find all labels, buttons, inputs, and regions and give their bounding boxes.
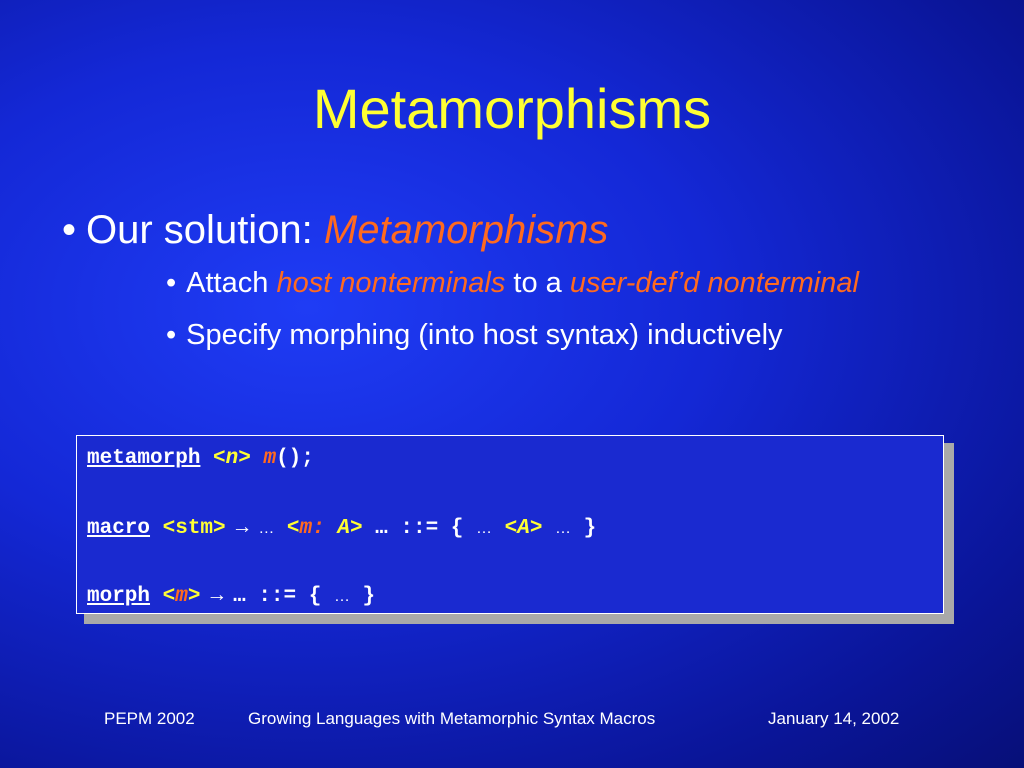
arrow-icon: →: [200, 583, 234, 606]
code-ellipsis: …: [555, 520, 572, 537]
code-name: m: [175, 585, 188, 608]
code-keyword: morph: [87, 585, 151, 608]
code-nonterminal: <stm>: [162, 517, 226, 540]
code-space: [274, 517, 287, 540]
code-angle: >: [349, 517, 363, 540]
code-angle: >: [529, 517, 543, 540]
slide-title: Metamorphisms: [312, 77, 712, 140]
code-angle: <: [162, 585, 176, 608]
bullet-dot: •: [166, 319, 177, 351]
code-ellipsis: …: [258, 520, 275, 537]
code-text: … ::= {: [233, 585, 334, 608]
footer-date: January 14, 2002: [768, 709, 900, 728]
code-space: [492, 517, 505, 540]
sub-bullet-text: Specify morphing (into host syntax) inductively: [186, 319, 783, 351]
sub-bullet-attach: [166, 264, 859, 302]
bullet-dot: •: [62, 208, 77, 252]
code-text: }: [571, 517, 597, 540]
code-text: ();: [276, 447, 314, 470]
code-nonterminal: A: [517, 517, 530, 540]
sub-bullet-specify: [166, 316, 783, 354]
code-name: m:: [299, 517, 325, 540]
code-keyword: macro: [87, 517, 151, 540]
sub-bullet-text: to a: [505, 267, 570, 299]
footer-conference: PEPM 2002: [104, 709, 195, 728]
sub-bullet-emphasis-host: host nonterminals: [276, 267, 506, 299]
code-space: [325, 517, 338, 540]
code-text: … ::= {: [362, 517, 476, 540]
code-nonterminal: n: [225, 447, 239, 470]
code-line-morph: [87, 582, 375, 610]
code-name: m: [263, 447, 277, 470]
code-angle: >: [187, 585, 201, 608]
code-angle: <: [213, 447, 226, 470]
code-line-macro: [87, 514, 596, 542]
code-space: [542, 517, 555, 540]
code-box: [76, 435, 944, 614]
code-space: [200, 447, 213, 470]
code-nonterminal: A: [337, 517, 350, 540]
code-text: }: [349, 585, 376, 608]
sub-bullet-emphasis-user: user-def’d nonterminal: [569, 267, 859, 299]
code-angle: <: [286, 517, 300, 540]
code-space: [150, 517, 163, 540]
code-ellipsis: …: [476, 520, 492, 537]
code-line-metamorph: [87, 446, 314, 472]
code-angle: <: [504, 517, 518, 540]
footer-talk-title: Growing Languages with Metamorphic Syntax Macros: [248, 709, 656, 728]
code-space: [251, 447, 264, 470]
code-angle: >: [238, 447, 251, 470]
bullet-text: Our solution:: [86, 208, 324, 252]
sub-bullet-text: Attach: [186, 267, 277, 299]
bullet-emphasis: Metamorphisms: [323, 208, 609, 252]
bullet-dot: •: [166, 267, 177, 299]
code-space: [150, 585, 163, 608]
main-bullet: [62, 204, 608, 256]
arrow-icon: →: [225, 515, 259, 538]
code-ellipsis: …: [333, 588, 350, 605]
code-keyword: metamorph: [87, 447, 201, 470]
